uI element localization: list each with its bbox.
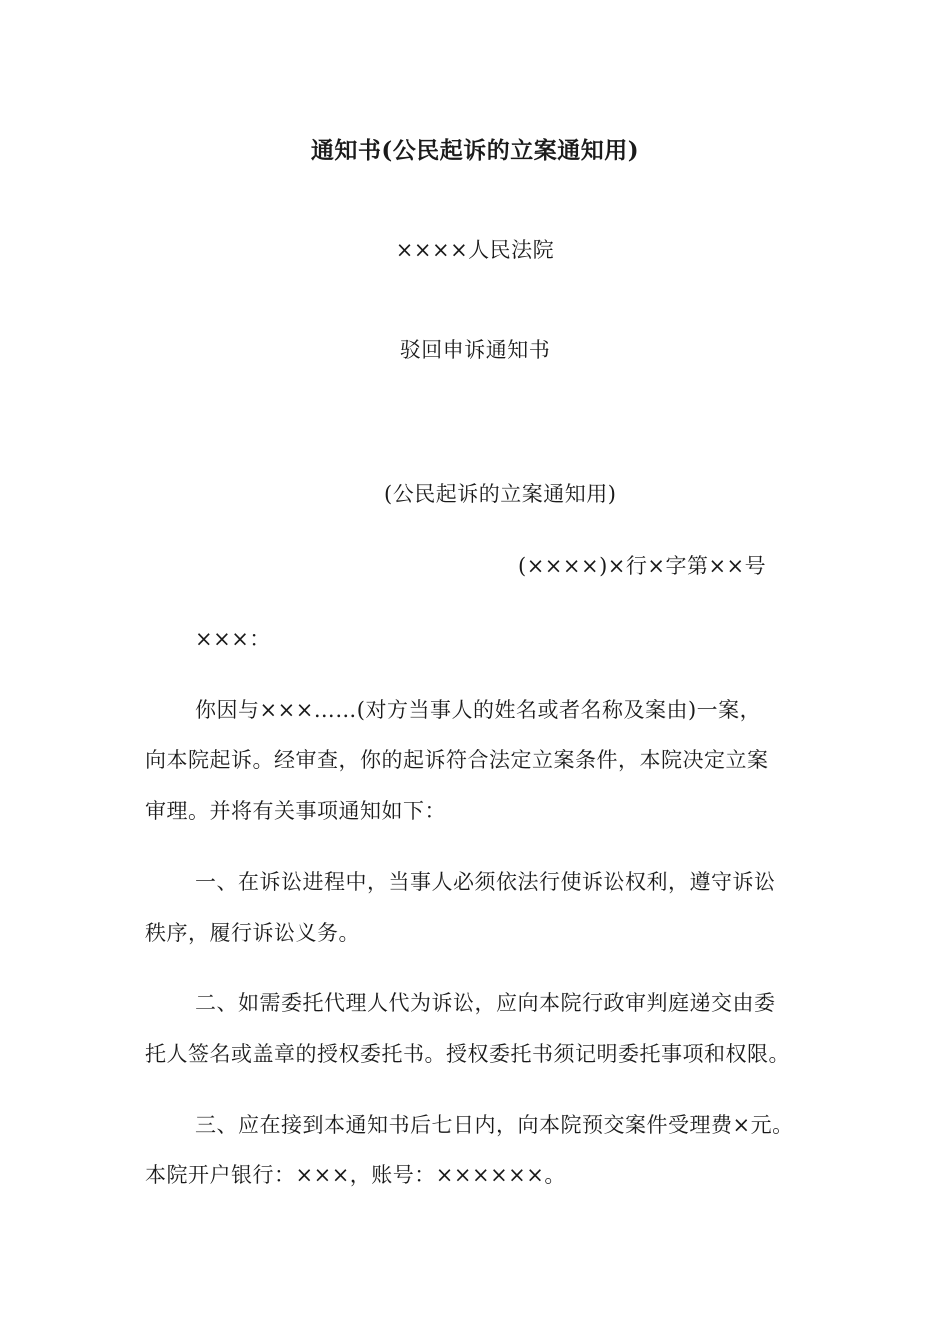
paragraph-line: 秩序，履行诉讼义务。 bbox=[145, 921, 360, 945]
paragraph-line: 二、如需委托代理人代为诉讼，应向本院行政审判庭递交由委 bbox=[195, 991, 776, 1015]
addressee: ×××： bbox=[195, 627, 271, 651]
paragraph-line: 你因与×××……(对方当事人的姓名或者名称及案由)一案， bbox=[195, 698, 762, 722]
court-name: ××××人民法院 bbox=[395, 238, 555, 262]
paragraph-line: 一、在诉讼进程中，当事人必须依法行使诉讼权利，遵守诉讼 bbox=[195, 870, 776, 894]
paragraph-line: 向本院起诉。经审查，你的起诉符合法定立案条件，本院决定立案 bbox=[145, 748, 769, 772]
document-type: 驳回申诉通知书 bbox=[399, 338, 551, 362]
document-subtitle: (公民起诉的立案通知用) bbox=[384, 482, 617, 506]
paragraph-line: 本院开户银行：×××，账号：××××××。 bbox=[145, 1163, 566, 1187]
paragraph-line: 托人签名或盖章的授权委托书。授权委托书须记明委托事项和权限。 bbox=[145, 1042, 790, 1066]
document-title: 通知书(公民起诉的立案通知用) bbox=[310, 137, 640, 164]
case-number: (××××)×行×字第××号 bbox=[518, 554, 767, 578]
paragraph-line: 三、应在接到本通知书后七日内，向本院预交案件受理费×元。 bbox=[195, 1113, 794, 1137]
paragraph-line: 审理。并将有关事项通知如下： bbox=[145, 799, 446, 823]
